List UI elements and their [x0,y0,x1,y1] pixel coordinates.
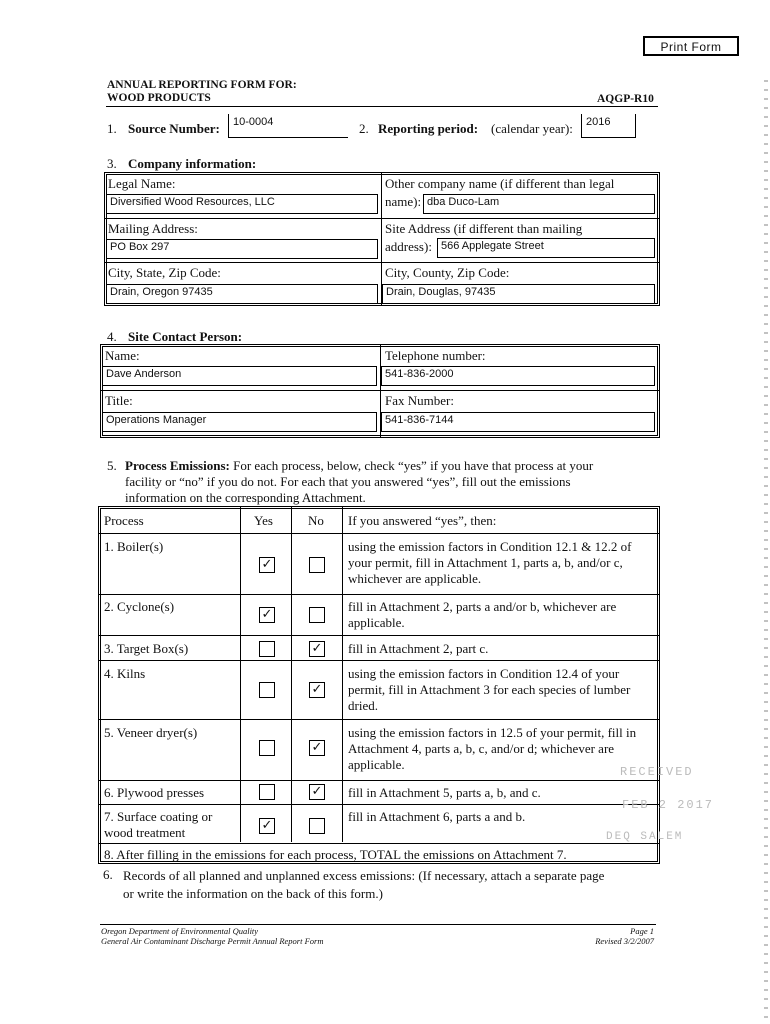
q4-number: 4. [107,329,117,344]
contact-row-divider [101,390,659,391]
col-header-process: Process [104,513,144,528]
q6-number: 6. [103,867,113,882]
fax-field[interactable]: 541-836-7144 [381,412,655,432]
excess-emissions-line1: Records of all planned and unplanned excess emissions: (If necessary, attach a separate page [123,868,605,883]
col-header-yes: Yes [254,513,273,528]
process-row-1-name: 1. Boiler(s) [104,539,164,554]
table-row-divider [99,635,659,636]
footer-rule [100,924,656,925]
form-code: AQGP-R10 [597,93,654,105]
form-title-line2: WOOD PRODUCTS [107,92,211,104]
process-row-3-instructions: fill in Attachment 2, part c. [348,641,489,656]
legal-name-field[interactable]: Diversified Wood Resources, LLC [106,194,378,214]
process-intro-line3: information on the corresponding Attachment. [125,490,366,505]
table-row-divider [99,780,659,781]
company-info-label: Company information: [128,156,257,171]
received-stamp-line1: RECEIVED [620,765,694,779]
row-5-no-checkbox[interactable]: ✓ [309,740,325,756]
row-7-no-checkbox[interactable] [309,818,325,834]
col-header-no: No [308,513,324,528]
mailing-address-field[interactable]: PO Box 297 [106,239,378,259]
source-number-field[interactable]: 10-0004 [228,114,348,138]
table-row-divider [99,804,659,805]
fax-label: Fax Number: [385,393,454,408]
process-row-7-instructions: fill in Attachment 6, parts a and b. [348,809,526,824]
reporting-period-field[interactable]: 2016 [581,114,636,138]
footer-page: Page 1 [630,926,654,936]
row-4-yes-checkbox[interactable] [259,682,275,698]
row-1-no-checkbox[interactable] [309,557,325,573]
table-col-divider [342,507,343,842]
company-row-divider [105,262,659,263]
table-row-divider [99,594,659,595]
process-row-4-instructions: using the emission factors in Condition 12.4 of your permit, fill in Attachment 3 for each species of lumber dried. [348,666,631,713]
row-2-yes-checkbox[interactable]: ✓ [259,607,275,623]
q1-number: 1. [107,121,117,136]
reporting-period-label: Reporting period: [378,121,479,136]
site-contact-label: Site Contact Person: [128,329,243,344]
contact-name-field[interactable]: Dave Anderson [102,366,377,386]
excess-emissions-text [123,867,604,903]
other-name-label-2: name): [385,194,422,209]
received-stamp-line2: FEB 2 2017 [622,798,715,812]
process-emissions-label: Process Emissions: [125,458,230,473]
city-county-zip-field[interactable]: Drain, Douglas, 97435 [382,284,655,304]
city-state-zip-field[interactable]: Drain, Oregon 97435 [106,284,378,304]
source-number-label: Source Number: [128,121,220,136]
process-row-5-instructions: using the emission factors in 12.5 of your permit, fill in Attachment 4, parts a, b, c, and/or d; whichever are applicable. [348,725,637,772]
other-name-field[interactable]: dba Duco-Lam [423,194,655,214]
mailing-address-label: Mailing Address: [108,221,198,236]
received-stamp-line3: DEQ SALEM [606,831,684,843]
row-7-yes-checkbox[interactable]: ✓ [259,818,275,834]
footer-right [595,926,654,946]
city-state-zip-label: City, State, Zip Code: [108,265,221,280]
process-row-5-name: 5. Veneer dryer(s) [104,725,198,740]
process-row-6-instructions: fill in Attachment 5, parts a, b, and c. [348,785,541,800]
header-rule [106,106,658,107]
row-3-no-checkbox[interactable]: ✓ [309,641,325,657]
row-3-yes-checkbox[interactable] [259,641,275,657]
telephone-label: Telephone number: [385,348,486,363]
footer-revised: Revised 3/2/2007 [595,936,654,946]
process-intro-line1: For each process, below, check “yes” if you have that process at your [229,458,594,473]
table-row-divider [99,719,659,720]
site-address-label: Site Address (if different than mailing [385,221,583,236]
col-header-then: If you answered “yes”, then: [348,513,497,528]
process-row-4-name: 4. Kilns [104,666,146,681]
row-6-yes-checkbox[interactable] [259,784,275,800]
table-row-divider [99,533,659,534]
process-row-8-total: 8. After filling in the emissions for each process, TOTAL the emissions on Attachment 7. [104,847,567,862]
q3-number: 3. [107,156,117,171]
row-4-no-checkbox[interactable]: ✓ [309,682,325,698]
legal-name-label: Legal Name: [108,176,176,191]
process-row-3-name: 3. Target Box(s) [104,641,189,656]
telephone-field[interactable]: 541-836-2000 [381,366,655,386]
process-row-6-name: 6. Plywood presses [104,785,205,800]
footer-agency: Oregon Department of Environmental Quality [101,926,259,936]
site-address-field[interactable]: 566 Applegate Street [437,238,655,258]
table-col-divider [291,507,292,842]
process-row-2-name: 2. Cyclone(s) [104,599,175,614]
contact-title-field[interactable]: Operations Manager [102,412,377,432]
row-2-no-checkbox[interactable] [309,607,325,623]
table-col-divider [240,507,241,842]
scan-edge-noise [764,80,768,1020]
contact-title-label: Title: [105,393,133,408]
contact-name-label: Name: [105,348,140,363]
process-row-1-instructions: using the emission factors in Condition 12.1 & 12.2 of your permit, fill in Attachment 1, parts a, b, and/or c, whichever are applicable. [348,539,632,586]
process-intro-line2: facility or “no” if you do not. For each that you answered “yes”, fill out the emissions [125,474,571,489]
site-address-label-2: address): [385,239,432,254]
footer-form-name: General Air Contaminant Discharge Permit Annual Report Form [101,936,324,946]
q2-number: 2. [359,121,369,136]
print-form-button[interactable]: Print Form [643,36,739,56]
footer-left [101,926,323,946]
row-1-yes-checkbox[interactable]: ✓ [259,557,275,573]
table-row-divider [99,843,659,844]
excess-emissions-line2: or write the information on the back of this form.) [123,886,383,901]
q5-number: 5. [107,458,117,473]
other-name-label: Other company name (if different than legal [385,176,615,191]
process-emissions-intro [125,458,645,506]
process-row-2-instructions: fill in Attachment 2, parts a and/or b, whichever are applicable. [348,599,617,630]
form-title-line1: ANNUAL REPORTING FORM FOR: [107,79,297,91]
company-row-divider [105,218,659,219]
row-5-yes-checkbox[interactable] [259,740,275,756]
row-6-no-checkbox[interactable]: ✓ [309,784,325,800]
process-row-7-name: 7. Surface coating or wood treatment [104,809,213,840]
table-row-divider [99,660,659,661]
reporting-period-hint: (calendar year): [491,121,573,136]
city-county-zip-label: City, County, Zip Code: [385,265,510,280]
